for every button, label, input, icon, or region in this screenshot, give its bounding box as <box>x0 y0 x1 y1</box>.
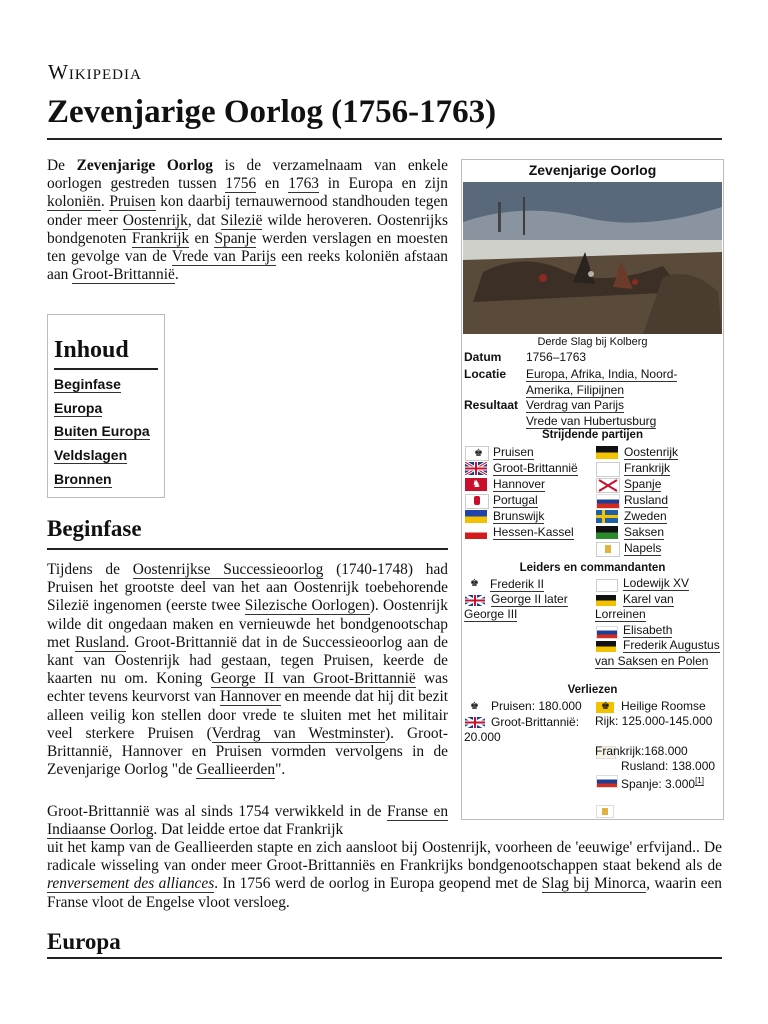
link-elisabeth[interactable]: Elisabeth <box>623 622 673 637</box>
brunswijk-flag-icon <box>465 510 487 523</box>
text: (1740-1748) had Pruisen het grootste deel van het aan Oostenrijk toebehorende Silezië ingenomen (eerste twee <box>47 561 448 615</box>
link-oostenrijkse-successieoorlog[interactable]: Oostenrijkse Successieoorlog <box>132 561 324 578</box>
link-renversement-des-alliances[interactable]: renversement des alliances <box>47 875 215 893</box>
link-pruisen[interactable]: Pruisen <box>109 193 156 211</box>
toc-list <box>54 375 150 493</box>
intro-paragraph <box>47 157 448 284</box>
link-oostenrijk[interactable]: Oostenrijk <box>122 211 188 229</box>
text: een reeks koloniën afstaan aan <box>47 248 448 284</box>
link-1756[interactable]: 1756 <box>225 175 257 193</box>
datum-value: 1756–1763 <box>526 350 587 364</box>
right-parties <box>624 444 678 556</box>
text: was echter tevens keurvorst van <box>47 670 448 706</box>
bold-term: Zevenjarige Oorlog <box>76 157 213 174</box>
text: . <box>100 193 110 211</box>
text: ". <box>275 761 286 779</box>
loss-hre: Heilige Roomse Rijk: 125.000-145.000 <box>595 699 713 728</box>
table-of-contents <box>47 314 165 498</box>
section-rule <box>47 548 448 550</box>
link-party-frankrijk[interactable]: Frankrijk <box>624 461 671 475</box>
link-kolonien[interactable]: koloniën <box>47 193 101 211</box>
left-losses <box>464 699 592 746</box>
link-party-rusland[interactable]: Rusland <box>624 493 669 507</box>
toc-heading: Inhoud <box>54 337 129 363</box>
russia-flag-icon <box>596 494 620 509</box>
painting-illustration <box>463 182 722 334</box>
text: en <box>189 229 215 247</box>
right-leaders <box>595 576 720 670</box>
toc-item-europa[interactable] <box>54 399 150 423</box>
link-party-zweden[interactable]: Zweden <box>624 509 667 523</box>
link-franse-en-indiaanse-oorlog[interactable]: Franse en Indiaanse Oorlog <box>47 803 449 839</box>
toc-item-label: Beginfase <box>54 376 121 392</box>
loss-rusland: Rusland: 138.000 <box>621 759 716 774</box>
datum-label: Datum <box>464 350 502 364</box>
prussia-flag-icon: ♚ <box>465 579 483 590</box>
beginfase-paragraph-2b <box>47 839 722 912</box>
link-frederik-augustus[interactable]: Frederik Augustus van Saksen en Polen <box>595 638 720 668</box>
resultaat-value <box>526 398 656 429</box>
toc-item-label: Buiten Europa <box>54 423 150 440</box>
link-locatie[interactable]: Europa, Afrika, India, Noord-Amerika, Filipijnen <box>526 367 678 397</box>
toc-item-veldslagen[interactable] <box>54 446 150 470</box>
text: uit het kamp van de Geallieerden stapte en zich aansloot bij Oostenrijk, voorheen de 'eeuwige' erfvijand.. De radicale wisseling van onder meer Groot-Brittanniës en Frankrijks bondgenootschappen staat bekend als de <box>47 839 722 875</box>
link-silezische-oorlogen[interactable]: Silezische Oorlogen <box>244 597 370 615</box>
text: in Europa en zijn <box>319 175 449 193</box>
toc-item-label: Europa <box>54 399 103 416</box>
strijdende-partijen-header: Strijdende partijen <box>542 429 643 441</box>
text: is de verzamelnaam van enkele oorlogen gestreden tussen <box>47 157 448 193</box>
link-party-hannover[interactable]: Hannover <box>493 477 546 491</box>
link-party-saksen[interactable]: Saksen <box>624 525 665 539</box>
link-george-ii-later-george-iii[interactable]: George II later George III <box>464 592 568 621</box>
section-heading-beginfase: Beginfase <box>47 516 142 541</box>
text: ). Groot-Brittannië, Hannover en Pruisen vormden vervolgens in de Zevenjarige Oorlog "de <box>47 724 448 779</box>
locatie-value <box>526 367 701 398</box>
text: . Groot-Brittannië dat in de Successieoorlog aan de kant van Oostenrijk had gestaan, tegen Pruisen, keerde de kaarten nu om. Koning <box>47 633 448 688</box>
link-party-spanje[interactable]: Spanje <box>624 477 662 491</box>
leiders-header: Leiders en commandanten <box>519 562 666 574</box>
toc-item-label: Bronnen <box>54 470 112 487</box>
battle-painting[interactable] <box>463 182 722 334</box>
text: Tijdens de <box>47 561 133 578</box>
text: De <box>47 157 77 174</box>
link-vrede-van-hubertusburg[interactable]: Vrede van Hubertusburg <box>526 413 657 428</box>
text: ). Oostenrijk wilde dit ongedaan maken en vernieuwde het bondgenootschap met <box>47 597 448 651</box>
union-jack-svg <box>465 462 487 475</box>
footnote-link[interactable]: [1] <box>695 775 704 785</box>
france-flag-icon <box>596 462 620 477</box>
link-party-hessen-kassel[interactable]: Hessen-Kassel <box>493 525 574 539</box>
text: . Dat leidde ertoe dat Frankrijk <box>153 821 344 839</box>
text: . <box>174 266 179 284</box>
loss-pruisen: Pruisen: 180.000 <box>491 699 582 713</box>
beginfase-paragraph-1 <box>47 561 448 779</box>
section-heading-europa: Europa <box>47 929 121 954</box>
title-rule <box>47 138 722 140</box>
link-frederik-ii[interactable]: Frederik II <box>490 577 545 591</box>
link-party-brunswijk[interactable]: Brunswijk <box>493 509 545 523</box>
hre-flag-icon: ♚ <box>596 702 614 713</box>
link-karel-van-lorreinen[interactable]: Karel van Lorreinen <box>595 591 674 622</box>
infobox-caption: Zevenjarige Oorlog <box>528 162 657 178</box>
page-title: Zevenjarige Oorlog (1756-1763) <box>47 94 497 130</box>
wikipedia-logo[interactable] <box>48 60 142 85</box>
portugal-flag-icon <box>465 494 489 509</box>
text: , waarin een Franse vloot de Engelse vloot versloeg. <box>47 875 722 911</box>
link-party-pruisen[interactable]: Pruisen <box>493 445 534 459</box>
great-britain-flag-icon <box>465 462 487 475</box>
link-george-ii[interactable]: George II van Groot-Brittannië <box>210 670 416 688</box>
toc-item-label: Veldslagen <box>54 447 128 464</box>
toc-item-bronnen[interactable] <box>54 470 150 494</box>
text: Groot-Brittannië was al sinds 1754 verwikkeld in de <box>47 803 387 820</box>
link-1763[interactable]: 1763 <box>288 175 319 193</box>
prussia-flag-icon: ♚ <box>465 446 489 461</box>
spain-flag-icon <box>596 805 614 818</box>
link-hannover[interactable]: Hannover <box>220 688 281 706</box>
link-groot-brittannie[interactable]: Groot-Brittannië <box>72 266 175 284</box>
link-geallieerden[interactable]: Geallieerden <box>196 761 276 779</box>
link-frankrijk[interactable]: Frankrijk <box>131 229 190 247</box>
loss-groot-brittannie: Groot-Brittannië: 20.000 <box>464 714 580 744</box>
prussia-flag-icon: ♚ <box>465 702 483 713</box>
link-party-portugal[interactable]: Portugal <box>493 493 538 507</box>
left-leaders <box>490 576 582 592</box>
text: en meende dat hij dit bezit alleen veilig kon stellen door vrede te sluiten met het militair veel sterkere Pruisen ( <box>47 688 448 742</box>
locatie-label: Locatie <box>464 367 507 381</box>
hannover-flag-icon: ♞ <box>465 478 487 491</box>
naples-flag-icon <box>596 542 620 557</box>
burgundy-cross-svg <box>597 479 619 492</box>
image-caption: Derde Slag bij Kolberg <box>537 336 648 348</box>
link-party-groot-brittannie[interactable]: Groot-Brittannië <box>493 461 578 475</box>
logo-text: Wikipedia <box>48 60 142 84</box>
text: . In 1756 werd de oorlog in Europa geopend met de <box>214 875 542 893</box>
link-verdrag-van-parijs[interactable]: Verdrag van Parijs <box>526 398 625 412</box>
loss-spanje: Spanje: 3.000 <box>621 776 696 791</box>
beginfase-paragraph-2a <box>47 803 448 839</box>
text: , dat <box>187 211 221 229</box>
link-slag-bij-minorca[interactable]: Slag bij Minorca <box>541 875 647 893</box>
resultaat-label: Resultaat <box>464 398 519 412</box>
infobox <box>461 159 724 820</box>
link-spanje[interactable]: Spanje <box>214 229 257 247</box>
text: kon daarbij ternauwernood standhouden tegen onder meer <box>47 193 449 229</box>
verliezen-header: Verliezen <box>567 684 618 696</box>
text: en <box>256 175 289 193</box>
left-leaders-2 <box>464 592 589 622</box>
section-rule <box>47 957 722 959</box>
sweden-flag-icon <box>596 510 618 523</box>
toc-rule <box>54 368 158 370</box>
link-silezie[interactable]: Silezië <box>220 211 263 229</box>
toc-item-buiten-europa[interactable] <box>54 422 150 446</box>
loss-frankrijk: Frankrijk:168.000 <box>595 744 688 759</box>
link-lodewijk-xv[interactable]: Lodewijk XV <box>623 576 690 590</box>
saxony-flag-icon <box>596 526 618 539</box>
link-vrede-van-parijs[interactable]: Vrede van Parijs <box>171 248 277 266</box>
toc-item-beginfase[interactable] <box>54 375 150 399</box>
link-party-oostenrijk[interactable]: Oostenrijk <box>624 445 679 459</box>
link-party-napels[interactable]: Napels <box>624 541 662 555</box>
text: werden verslagen en moesten ten gevolge van de <box>47 229 448 266</box>
austria-flag-icon <box>596 446 618 459</box>
left-parties <box>493 444 578 540</box>
right-losses <box>595 699 721 792</box>
link-rusland[interactable]: Rusland <box>75 633 126 651</box>
spain-flag-icon <box>596 478 620 493</box>
hessen-kassel-flag-icon <box>465 526 487 539</box>
link-verdrag-van-westminster[interactable]: Verdrag van Westminster <box>211 724 385 742</box>
text: wilde heroveren. Oostenrijks bondgenoten <box>47 211 448 247</box>
